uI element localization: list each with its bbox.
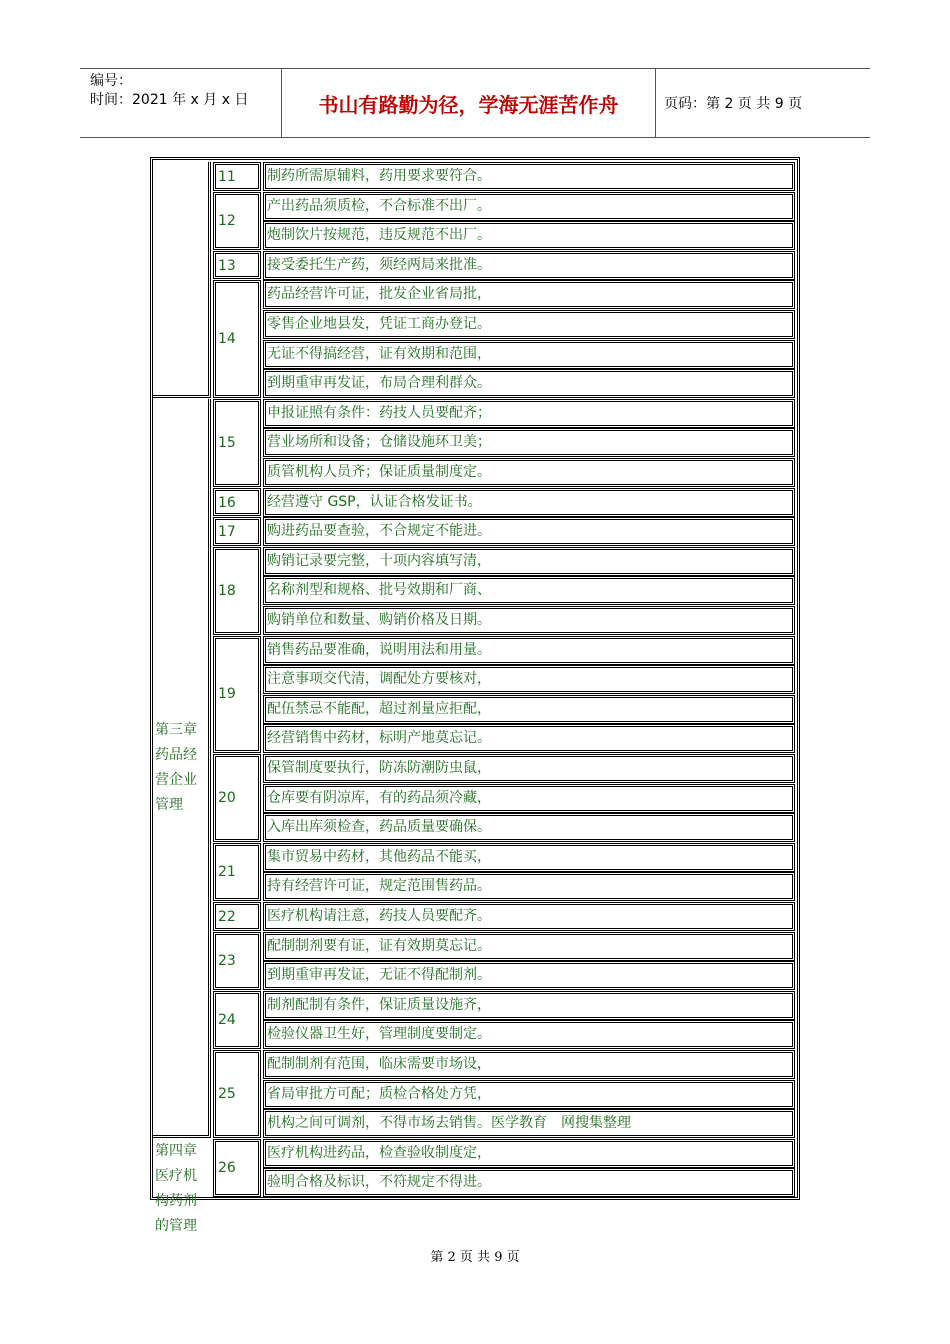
item-number: 18 bbox=[213, 547, 261, 635]
chapter-title bbox=[155, 718, 197, 818]
chapter-title-line: 营企业 bbox=[155, 772, 197, 789]
item-text-line: 经营遵守 GSP，认证合格发证书。 bbox=[263, 488, 795, 517]
item-number: 25 bbox=[213, 1050, 261, 1138]
chapter-title-line: 第三章 bbox=[155, 722, 197, 739]
motto: 书山有路勤为径，学海无涯苦作舟 bbox=[281, 69, 656, 137]
item-text-line: 质管机构人员齐；保证质量制度定。 bbox=[263, 458, 795, 487]
item-number: 12 bbox=[213, 192, 261, 250]
item-text-line: 炮制饮片按规范，违反规范不出厂。 bbox=[263, 221, 795, 250]
item-text-line: 注意事项交代清，调配处方要核对， bbox=[263, 665, 795, 694]
item-text-line: 集市贸易中药材，其他药品不能买， bbox=[263, 843, 795, 872]
item-text-line: 机构之间可调剂，不得市场去销售。医学教育 网搜集整理 bbox=[263, 1109, 795, 1138]
item-number: 21 bbox=[213, 843, 261, 901]
page-label: 页码：第 2 页 共 9 页 bbox=[664, 96, 803, 112]
item-text-line: 制药所需原辅料，药用要求要符合。 bbox=[263, 162, 795, 191]
item-number: 15 bbox=[213, 399, 261, 487]
item-number: 19 bbox=[213, 636, 261, 753]
item-number: 26 bbox=[213, 1139, 261, 1197]
item-text-line: 到期重审再发证，布局合理利群众。 bbox=[263, 369, 795, 398]
chapter-cell bbox=[153, 162, 211, 398]
chapter-title-line: 医疗机 bbox=[155, 1167, 197, 1184]
chapter-title-line: 构药剂 bbox=[155, 1192, 197, 1209]
page-footer: 第 2 页 共 9 页 bbox=[430, 1250, 520, 1265]
item-text-line: 配制制剂要有证，证有效期莫忘记。 bbox=[263, 932, 795, 961]
chapter-title-line: 药品经 bbox=[155, 747, 197, 764]
item-text-line: 购销单位和数量、购销价格及日期。 bbox=[263, 606, 795, 635]
item-text-line: 药品经营许可证，批发企业省局批， bbox=[263, 280, 795, 309]
item-text-line: 到期重审再发证，无证不得配制剂。 bbox=[263, 961, 795, 990]
item-text-line: 省局审批方可配；质检合格处方凭， bbox=[263, 1080, 795, 1109]
item-text-line: 名称剂型和规格、批号效期和厂商、 bbox=[263, 576, 795, 605]
item-text-line: 医疗机构请注意，药技人员要配齐。 bbox=[263, 902, 795, 931]
chapter-title-line: 管理 bbox=[155, 797, 183, 814]
code-label: 编号： bbox=[90, 73, 132, 89]
item-number: 11 bbox=[213, 162, 261, 191]
item-text-line: 制剂配制有条件，保证质量设施齐， bbox=[263, 991, 795, 1020]
item-text-line: 购进药品要查验，不合规定不能进。 bbox=[263, 517, 795, 546]
item-text-line: 配制制剂有范围，临床需要市场设， bbox=[263, 1050, 795, 1079]
item-text-line: 申报证照有条件：药技人员要配齐； bbox=[263, 399, 795, 428]
item-text-line: 无证不得搞经营，证有效期和范围， bbox=[263, 340, 795, 369]
item-text-line: 持有经营许可证，规定范围售药品。 bbox=[263, 872, 795, 901]
chapter-title bbox=[155, 1139, 197, 1239]
header-meta bbox=[90, 69, 282, 137]
item-number: 22 bbox=[213, 902, 261, 931]
item-text-line: 配伍禁忌不能配，超过剂量应拒配， bbox=[263, 695, 795, 724]
chapter-cell bbox=[153, 399, 211, 1138]
item-text-line: 营业场所和设备；仓储设施环卫美； bbox=[263, 428, 795, 457]
item-text-line: 仓库要有阴凉库，有的药品须冷藏， bbox=[263, 784, 795, 813]
chapter-title-line: 的管理 bbox=[155, 1217, 197, 1234]
item-number: 16 bbox=[213, 488, 261, 517]
item-number: 17 bbox=[213, 517, 261, 546]
item-text-line: 验明合格及标识，不符规定不得进。 bbox=[263, 1168, 795, 1197]
item-number: 20 bbox=[213, 754, 261, 842]
item-text-line: 保管制度要执行，防冻防潮防虫鼠， bbox=[263, 754, 795, 783]
item-text-line: 接受委托生产药，须经两局来批准。 bbox=[263, 251, 795, 280]
item-text-line: 入库出库须检查，药品质量要确保。 bbox=[263, 813, 795, 842]
item-number: 23 bbox=[213, 932, 261, 990]
item-number: 24 bbox=[213, 991, 261, 1049]
item-text-line: 经营销售中药材，标明产地莫忘记。 bbox=[263, 724, 795, 753]
item-text-line: 检验仪器卫生好，管理制度要制定。 bbox=[263, 1020, 795, 1049]
item-text-line: 销售药品要准确，说明用法和用量。 bbox=[263, 636, 795, 665]
item-number: 13 bbox=[213, 251, 261, 280]
item-text-line: 购销记录要完整，十项内容填写清， bbox=[263, 547, 795, 576]
page-header bbox=[80, 68, 870, 138]
item-text-line: 零售企业地县发，凭证工商办登记。 bbox=[263, 310, 795, 339]
item-text-line: 医疗机构进药品，检查验收制度定， bbox=[263, 1139, 795, 1168]
item-number: 14 bbox=[213, 280, 261, 397]
time-label: 时间：2021 年 x 月 x 日 bbox=[90, 92, 249, 108]
item-text-line: 产出药品须质检，不合标准不出厂。 bbox=[263, 192, 795, 221]
chapter-title-line: 第四章 bbox=[155, 1142, 197, 1159]
regulation-table bbox=[150, 157, 800, 1234]
